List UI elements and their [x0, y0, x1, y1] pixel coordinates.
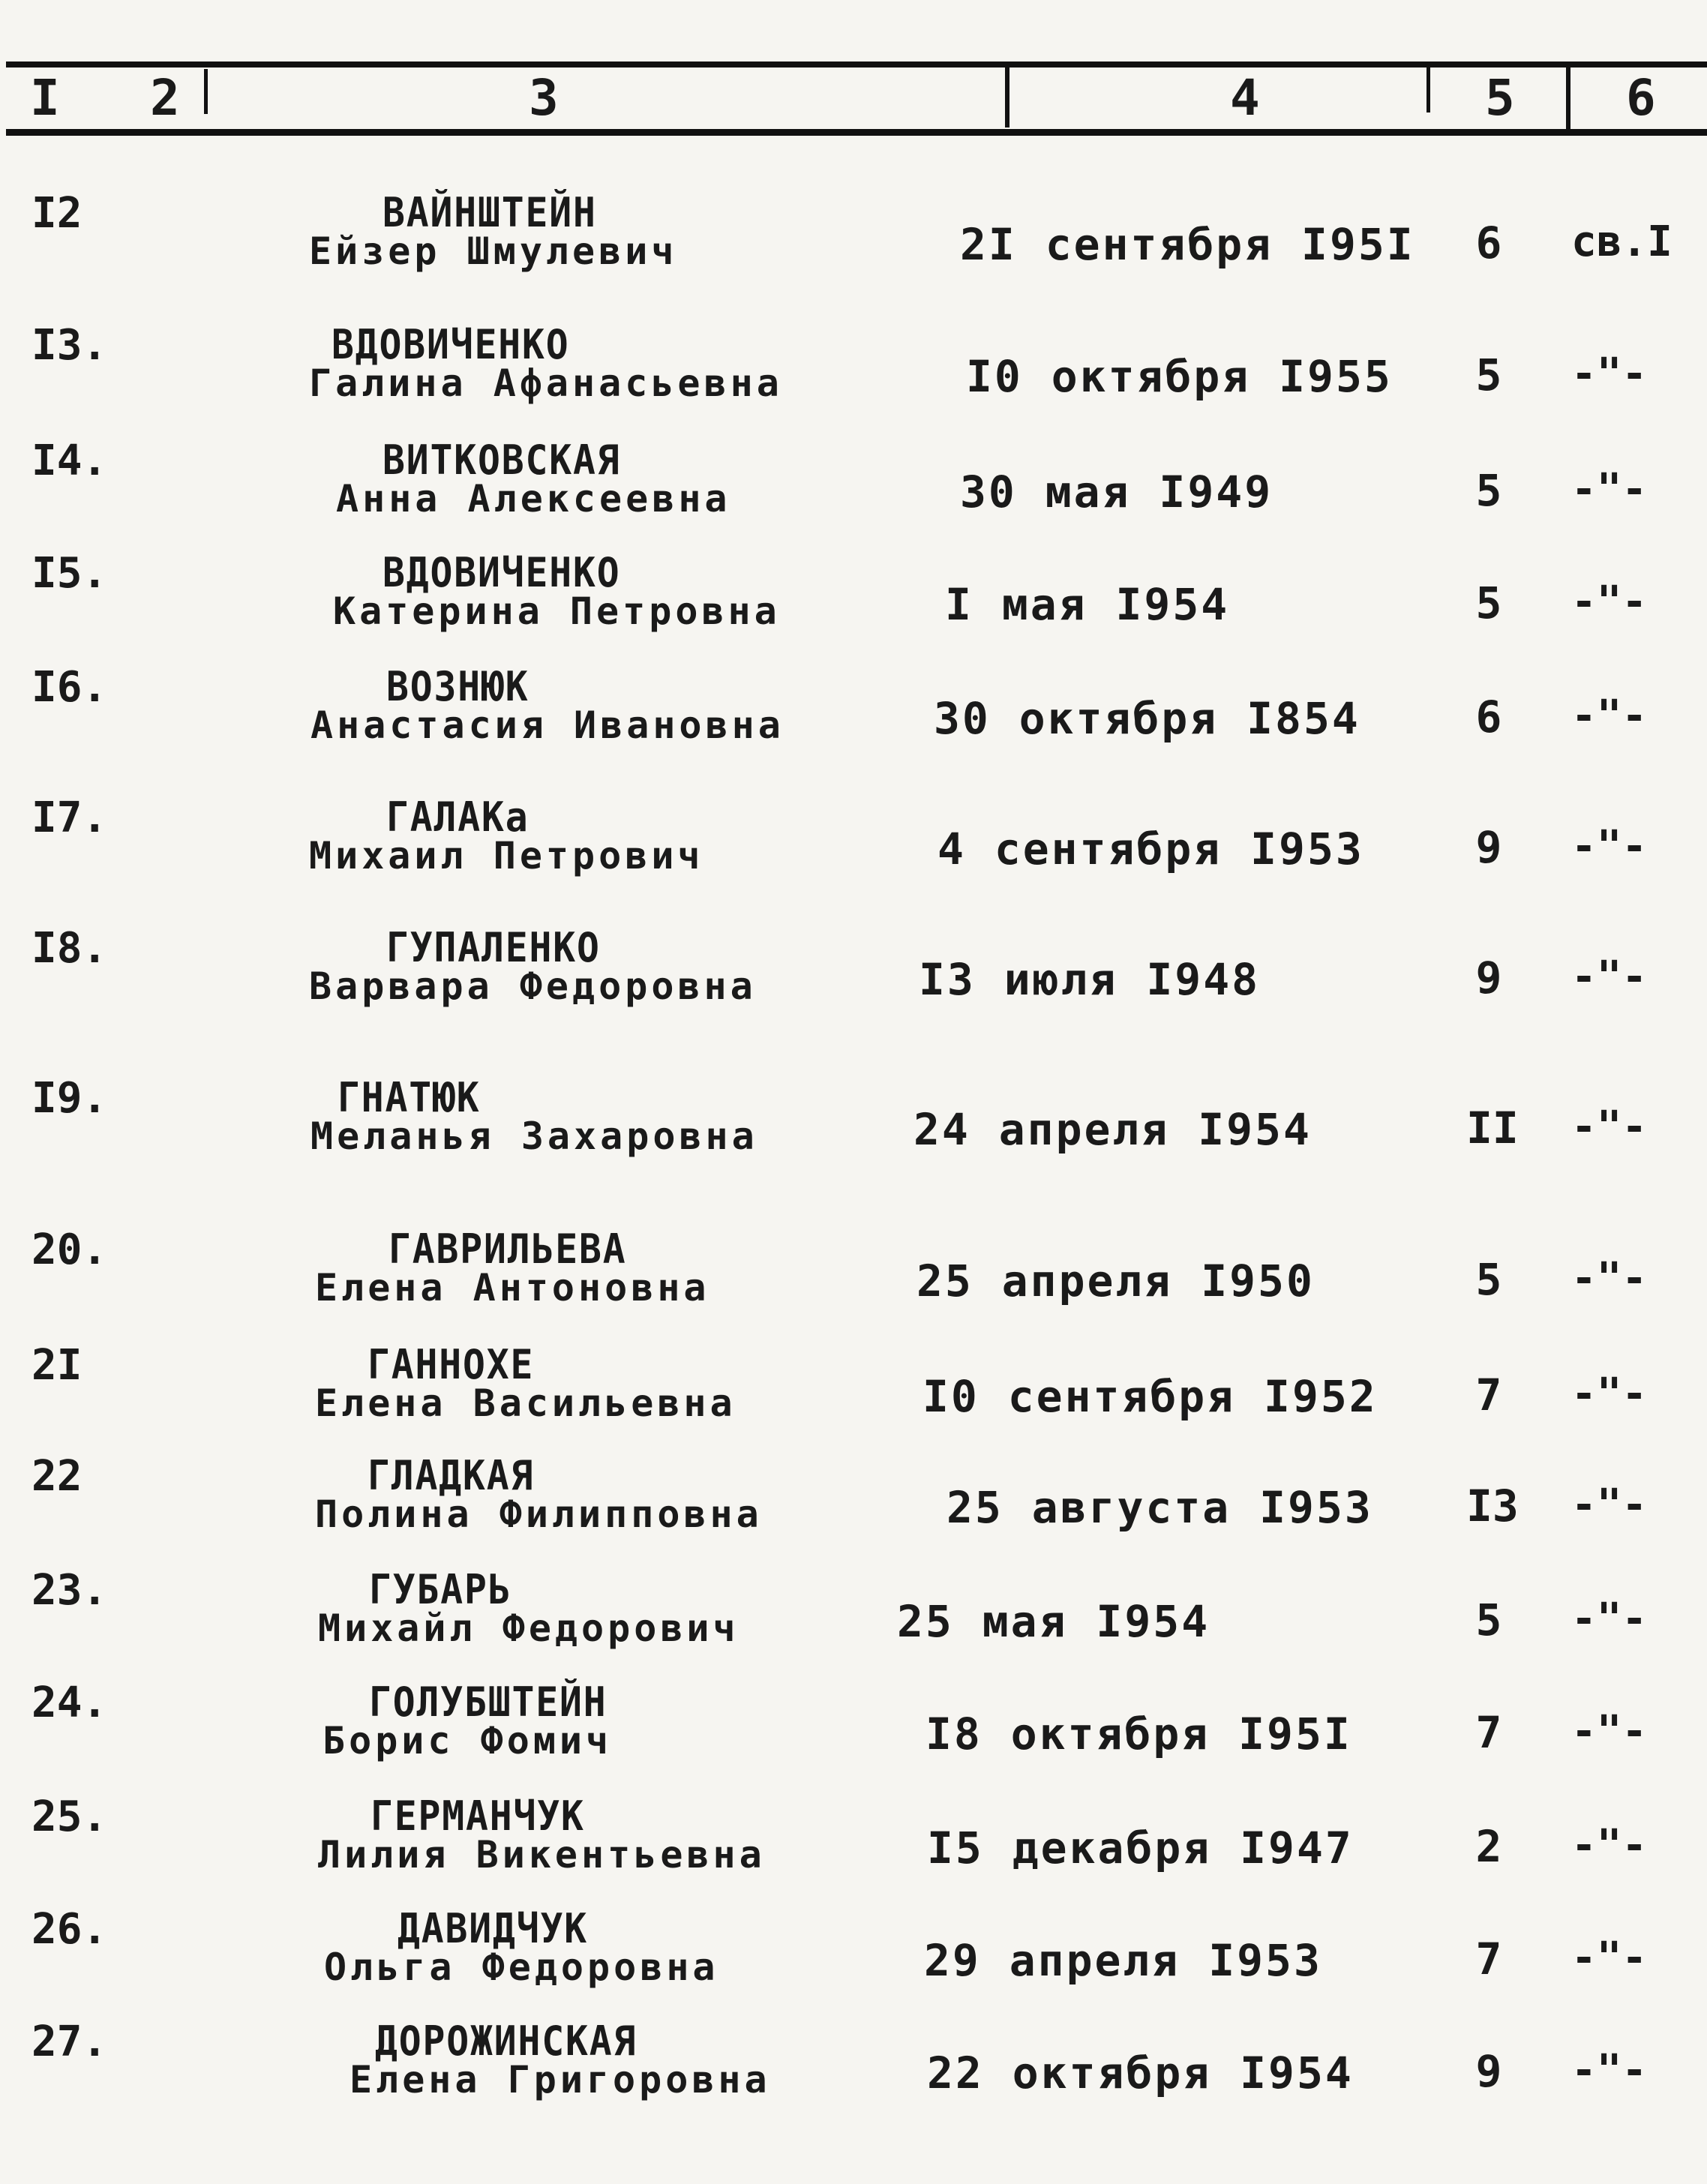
given-name: Елена Антоновна — [315, 1266, 710, 1310]
date: 30 октября I854 — [934, 693, 1360, 744]
table-row — [0, 924, 1707, 1036]
given-name: Анна Алексеевна — [336, 477, 731, 520]
column-6-value: -"- — [1571, 1707, 1648, 1756]
column-5-value: 9 — [1475, 822, 1502, 873]
column-6-value: -"- — [1571, 2046, 1648, 2095]
given-name: Ейзер Шмулевич — [309, 230, 678, 273]
entry-number: I4. — [32, 436, 108, 485]
table-row — [0, 189, 1707, 302]
column-5-value: 5 — [1475, 465, 1502, 516]
column-5-value: 6 — [1475, 692, 1502, 742]
surname: ДОРОЖИНСКАЯ — [375, 2018, 638, 2065]
date: I мая I954 — [945, 579, 1230, 630]
surname: ГУБАРЬ — [369, 1566, 512, 1613]
column-divider-5 — [1566, 66, 1570, 129]
given-name: Анастасия Ивановна — [310, 704, 784, 747]
given-name: Галина Афанасьевна — [309, 362, 783, 405]
column-5-value: 5 — [1475, 578, 1502, 628]
date: 4 сентября I953 — [938, 824, 1364, 874]
surname: ВОЗНЮК — [386, 663, 530, 710]
table-row — [0, 2018, 1707, 2130]
date: 30 мая I949 — [960, 466, 1274, 518]
date: I0 октября I955 — [966, 351, 1393, 402]
header-col-1: I — [30, 69, 60, 127]
table-row — [0, 1905, 1707, 2018]
given-name: Ольга Федоровна — [324, 1946, 719, 1989]
date: 24 апреля I954 — [914, 1104, 1312, 1155]
column-5-value: 9 — [1475, 952, 1502, 1004]
surname: ГАННОХЕ — [368, 1341, 535, 1388]
surname: ВАЙНШТЕЙН — [382, 189, 597, 236]
column-6-value: -"- — [1571, 1594, 1648, 1643]
column-5-value: 7 — [1475, 1934, 1502, 1984]
table-row — [0, 1341, 1707, 1454]
column-5-value: 6 — [1475, 218, 1502, 268]
date: 25 мая I954 — [897, 1596, 1210, 1647]
table-row — [0, 663, 1707, 776]
column-divider-4 — [1426, 68, 1430, 112]
surname: ВДОВИЧЕНКО — [332, 321, 570, 368]
given-name: Меланья Захаровна — [310, 1114, 758, 1158]
given-name: Елена Васильевна — [315, 1382, 736, 1425]
entry-number: 27. — [32, 2018, 108, 2066]
column-6-value: -"- — [1571, 1480, 1648, 1529]
surname: ГОЛУБШТЕЙН — [369, 1678, 608, 1726]
date: 29 апреля I953 — [924, 1935, 1322, 1986]
column-5-value: 9 — [1475, 2046, 1502, 2097]
table-row — [0, 1226, 1707, 1338]
column-5-value: 5 — [1475, 350, 1502, 400]
header-col-5: 5 — [1485, 69, 1515, 127]
header-top-rule — [6, 62, 1707, 68]
column-6-value: св.I — [1571, 218, 1672, 266]
surname: ГНАТЮК — [338, 1074, 481, 1121]
date: I3 июля I948 — [919, 954, 1261, 1005]
column-5-value: II — [1466, 1102, 1519, 1154]
column-5-value: 7 — [1475, 1707, 1502, 1758]
header-col-6: 6 — [1626, 69, 1656, 127]
entry-number: 22 — [32, 1452, 82, 1501]
header-col-2: 2 — [150, 69, 180, 127]
table-row — [0, 1566, 1707, 1678]
given-name: Полина Филипповна — [315, 1492, 763, 1536]
surname: ГАВРИЛЬЕВА — [388, 1226, 627, 1273]
header-col-3: 3 — [529, 69, 559, 127]
column-6-value: -"- — [1571, 822, 1648, 871]
entry-number: I5. — [32, 549, 108, 598]
column-5-value: 7 — [1475, 1370, 1502, 1420]
column-5-value: 2 — [1475, 1821, 1502, 1872]
entry-number: 23. — [32, 1566, 108, 1615]
date: I5 декабря I947 — [927, 1822, 1354, 1874]
column-6-value: -"- — [1571, 578, 1648, 626]
given-name: Варвара Федоровна — [309, 964, 757, 1008]
date: 2I сентября I95I — [960, 219, 1415, 270]
column-6-value: -"- — [1571, 465, 1648, 514]
table-row — [0, 1792, 1707, 1905]
column-6-value: -"- — [1571, 952, 1648, 1001]
entry-number: 2I — [32, 1341, 82, 1390]
table-row — [0, 1074, 1707, 1186]
header-col-4: 4 — [1230, 69, 1260, 127]
entry-number: 25. — [32, 1792, 108, 1841]
column-6-value: -"- — [1571, 1934, 1648, 1982]
date: 25 апреля I950 — [916, 1256, 1315, 1306]
date: 22 октября I954 — [927, 2048, 1354, 2098]
entry-number: I7. — [32, 794, 108, 842]
table-row — [0, 436, 1707, 549]
column-5-value: I3 — [1466, 1480, 1519, 1532]
column-6-value: -"- — [1571, 1821, 1648, 1870]
entry-number: I2 — [32, 189, 82, 238]
given-name: Катерина Петровна — [333, 590, 781, 633]
entry-number: I8. — [32, 924, 108, 973]
entry-number: 26. — [32, 1905, 108, 1954]
header-bottom-rule — [6, 129, 1707, 136]
entry-number: I6. — [32, 663, 108, 712]
entry-number: I3. — [32, 321, 108, 370]
column-divider-3 — [1005, 68, 1010, 128]
table-row — [0, 321, 1707, 434]
table-row — [0, 1452, 1707, 1564]
entry-number: 20. — [32, 1226, 108, 1274]
surname: ВИТКОВСКАЯ — [382, 436, 621, 484]
given-name: Елена Григоровна — [350, 2058, 771, 2102]
date: I8 октября I95I — [926, 1708, 1352, 1760]
surname: ГУПАЛЕНКО — [386, 924, 601, 971]
given-name: Борис Фомич — [322, 1719, 613, 1762]
given-name: Михайл Федорович — [318, 1606, 740, 1650]
given-name: Михаил Петрович — [309, 834, 704, 878]
table-row — [0, 549, 1707, 662]
column-6-value: -"- — [1571, 350, 1648, 398]
surname: ГАЛАКа — [386, 794, 530, 841]
table-row — [0, 1678, 1707, 1791]
given-name: Лилия Викентьевна — [318, 1833, 766, 1876]
column-6-value: -"- — [1571, 1254, 1648, 1303]
surname: ДАВИДЧУК — [398, 1905, 589, 1952]
surname: ГЛАДКАЯ — [368, 1452, 535, 1499]
entry-number: 24. — [32, 1678, 108, 1727]
column-6-value: -"- — [1571, 1102, 1648, 1151]
column-divider-2 — [204, 69, 208, 114]
column-5-value: 5 — [1475, 1594, 1502, 1646]
surname: ВДОВИЧЕНКО — [382, 549, 621, 596]
date: I0 сентября I952 — [922, 1371, 1378, 1422]
column-5-value: 5 — [1475, 1254, 1502, 1305]
column-6-value: -"- — [1571, 1370, 1648, 1418]
date: 25 августа I953 — [946, 1482, 1373, 1533]
surname: ГЕРМАНЧУК — [370, 1792, 585, 1840]
column-6-value: -"- — [1571, 692, 1648, 740]
entry-number: I9. — [32, 1074, 108, 1123]
table-row — [0, 794, 1707, 906]
